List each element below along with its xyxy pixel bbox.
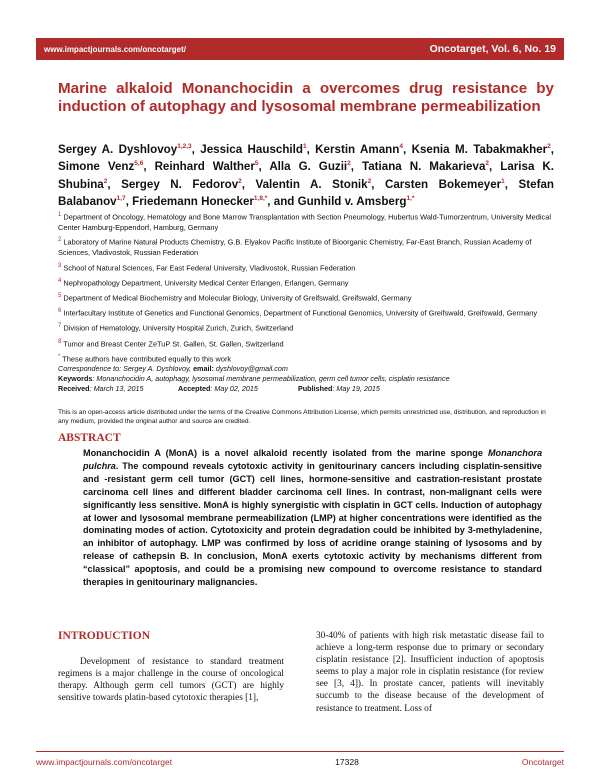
author-name: Sergey A. Dyshlovoy <box>58 142 178 156</box>
dates: Received: March 13, 2015 Accepted: May 02, 2015 Published: May 19, 2015 <box>58 384 380 394</box>
author-name: Tatiana N. Makarieva <box>362 160 486 174</box>
page-footer <box>36 752 564 772</box>
author-name: Ksenia M. Tabakmakher <box>411 142 548 156</box>
author-name: Stefan Balabanov <box>58 177 554 209</box>
author-name: Friedemann Honecker <box>132 195 254 209</box>
author-name: Carsten Bokemeyer <box>384 177 502 191</box>
author-name: Larisa K. Shubina <box>58 160 554 191</box>
intro-paragraph: Development of resistance to standard treatment regimens is a major challenge in the course of oncological therapy. Although germ cell tumors (GCT) are highly sensitive towards platin-based cytotoxic therapies [1], <box>58 657 284 704</box>
author-affiliation-marker: 5,6 <box>134 160 144 168</box>
affiliation-text: Interfacultary Institute of Genetics and Functional Genomics, Department of Functional Genomics, University of Greifswald, Greifswald, Germany <box>63 308 538 318</box>
author-affiliation-marker: 2 <box>347 160 351 168</box>
author-affiliation-marker: 2 <box>238 177 242 185</box>
affiliation-item <box>58 337 554 350</box>
affiliation-text: Nephropathology Department, University Medical Center Erlangen, Erlangen, Germany <box>63 278 349 288</box>
author-affiliation-marker: 1 <box>501 177 505 185</box>
affiliation-text: School of Natural Sciences, Far East Federal University, Vladivostok, Russian Federation <box>63 263 356 273</box>
author-list: Sergey A. Dyshlovoy$^{1,2,3}$, Jessica Hauschild$^1$, Kerstin Amann$^4$, Ksenia M. Tabakmakher$^2$, Simone Venz$^{5,6}$, Reinhard Walther$^5$, Alla G. Guzii$^2$, Tatiana N. Makarieva$^2$, Larisa K. Shubina$^2$, Sergey N. Fedorov$^2$, Valentin A. Stonik$^2$, Carsten Bokemeyer$^1$, Stefan Balabanov$^{1,7}$, Friedemann Honecker$^{1,8,*}$, and Gunhild v. Amsberg$^{1,*}$ <box>58 142 554 209</box>
author-affiliation-marker: 2 <box>485 160 490 168</box>
affiliation-text: Department of Medical Biochemistry and Molecular Biology, University of Greifswald, Greifswald, Germany <box>63 293 412 303</box>
intro-left-column <box>58 630 284 704</box>
affiliation-item <box>58 352 554 365</box>
affiliation-text: Laboratory of Marine Natural Products Chemistry, G.B. Elyakov Pacific Institute of Bioorganic Chemistry, Far-East Branch, Russian Academy of Sciences, Vladivostok, Russian Federation <box>58 237 532 258</box>
affiliation-item <box>58 321 554 334</box>
affiliation-marker: * <box>58 353 61 360</box>
affiliation-text: Tumor and Breast Center ZeTuP St. Gallen, St. Gallen, Switzerland <box>63 339 284 349</box>
introduction-heading: INTRODUCTION <box>58 630 151 642</box>
abstract-heading: ABSTRACT <box>58 432 121 444</box>
author-affiliation-marker: 1,8,* <box>253 195 268 203</box>
license-statement: This is an open-access article distributed under the terms of the Creative Commons Attribution License, which permits unrestricted use, distribution, and reproduction in any medium, provided the original author and source are credited. <box>58 409 546 426</box>
journal-url[interactable]: www.impactjournals.com/oncotarget/ <box>44 44 186 54</box>
author-name: Simone Venz <box>58 160 135 174</box>
journal-header-bar <box>36 38 564 60</box>
correspondence: Correspondence to: Sergey A. Dyshlovoy, email: dyshlovoy@gmail.com <box>58 364 288 373</box>
author-affiliation-marker: 1,* <box>406 195 415 203</box>
author-name: Reinhard Walther <box>154 160 255 174</box>
article-meta <box>58 364 554 395</box>
author-affiliation-marker: 1,2,3 <box>177 143 192 150</box>
footer-journal: Oncotarget <box>521 757 564 767</box>
abstract-text: Monanchocidin A (MonA) is a novel alkaloid recently isolated from the marine sponge Monanchora pulchra. The compound reveals cytotoxic activity in genitourinary cancers including cisplatin-sensitive and -resistant germ cell tumor (GCT) cell lines, hormone-sensitive and castration-resistant prostate carcinoma cell lines and different bladder carcinoma cell lines. In contrast, non-malignant cells were significantly less sensitive. MonA is highly synergistic with cisplatin in GCT cells. Induction of autophagy at lower and lysosomal membrane permeabilization (LMP) at higher concentrations were identified as the dominating modes of action. Cytotoxicity and protein degradation could be inhibited by 3-methyladenine, an inhibitor of autophagy. LMP was confirmed by loss of acridine orange staining of lysosoms and by release of cathepsin B. In conclusion, MonA exerts cytotoxic activity by mechanisms different from “classical” apoptosis, and could be a promising new compound to overcome resistance to standard therapies in genitourinary malignancies. <box>83 448 542 588</box>
species-name: Monanchora pulchra <box>83 448 542 471</box>
author-affiliation-marker: 2 <box>103 177 108 185</box>
email-link[interactable]: dyshlovoy@gmail.com <box>215 364 288 373</box>
author-name: Jessica Hauschild <box>200 142 303 156</box>
affiliation-marker: 2 <box>58 237 62 244</box>
keywords: Keywords: Monanchocidin A, autophagy, lysosomal membrane permeabilization, germ cell tumor cells, cisplatin resistance <box>58 374 450 384</box>
author-name: Sergey N. Fedorov <box>121 177 239 191</box>
author-name: and Gunhild v. Amsberg <box>273 195 407 209</box>
affiliations <box>58 210 554 367</box>
affiliation-marker: 8 <box>58 338 62 345</box>
affiliation-text: Division of Hematology, University Hospital Zurich, Zurich, Switzerland <box>63 323 294 333</box>
affiliation-text: Department of Oncology, Hematology and Bone Marrow Transplantation with Section Pneumology, Hubertus Wald-Tumorzentrum, University Medical Center Hamburg-Eppendorf, Hamburg, Germany <box>58 212 551 232</box>
footer-url[interactable]: www.impactjournals.com/oncotarget <box>36 757 173 767</box>
affiliation-item <box>58 235 554 258</box>
affiliation-marker: 3 <box>58 262 62 269</box>
author-name: Kerstin Amann <box>315 142 400 156</box>
author-affiliation-marker: 1,7 <box>116 195 126 203</box>
intro-right-column: 30-40% of patients with high risk metastatic disease fail to achieve a long-term response due to primary or secondary cisplatin resistance [2]. Insufficient induction of apoptosis seems to play a major role in cisplatin resistance (for review see [3, 4]). In prostate cancer, patients will inevitably succumb to the disease because of the development of resistance to treatment. Loss of <box>316 631 544 714</box>
author-name: Alla G. Guzii <box>269 160 348 174</box>
author-affiliation-marker: 1 <box>302 143 307 150</box>
affiliation-marker: 4 <box>58 277 62 284</box>
author-affiliation-marker: 4 <box>399 143 403 150</box>
author-affiliation-marker: 2 <box>547 143 551 150</box>
affiliation-item <box>58 210 554 233</box>
affiliation-item <box>58 261 554 274</box>
affiliation-item <box>58 291 554 304</box>
affiliation-marker: 6 <box>58 308 62 315</box>
page-number: 17328 <box>335 757 359 767</box>
article-title: Marine alkaloid Monanchocidin a overcomes drug resistance by induction of autophagy and lysosomal membrane permeabilization <box>58 80 554 115</box>
author-affiliation-marker: 2 <box>367 177 372 185</box>
affiliation-marker: 7 <box>58 323 62 330</box>
author-affiliation-marker: 5 <box>254 160 259 168</box>
affiliation-marker: 1 <box>58 212 62 218</box>
journal-volume: Oncotarget, Vol. 6, No. 19 <box>429 43 556 55</box>
affiliation-marker: 5 <box>58 293 62 300</box>
affiliation-text: These authors have contributed equally to this work <box>62 354 232 364</box>
affiliation-item <box>58 306 554 319</box>
author-name: Valentin A. Stonik <box>255 177 368 191</box>
affiliation-item <box>58 276 554 289</box>
